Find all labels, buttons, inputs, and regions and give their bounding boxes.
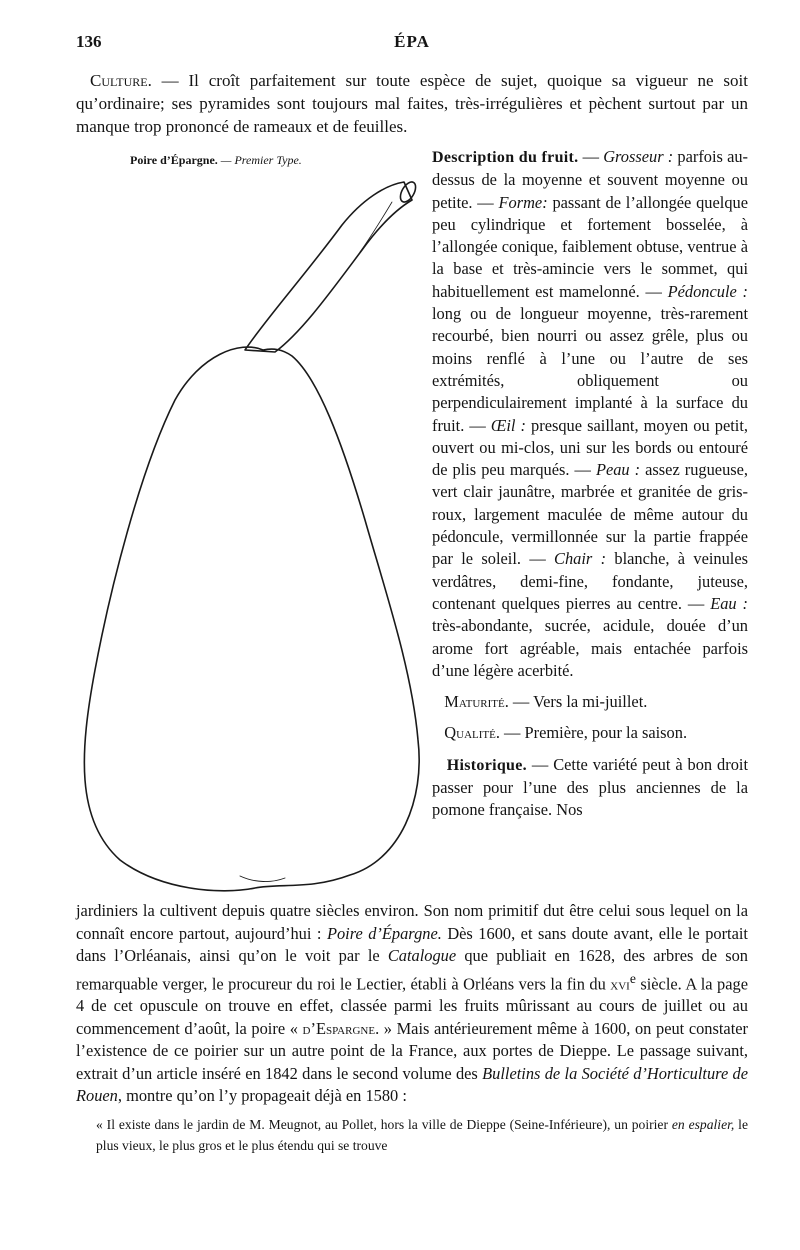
figure-caption xyxy=(130,153,302,168)
qualite-label: Qualité. xyxy=(444,723,500,743)
pear-outline xyxy=(84,347,419,891)
catalogue-title: Catalogue xyxy=(387,946,457,965)
culture-text: — Il croît parfaitement sur toute espèce de sujet, quoique sa vigueur ne soit qu’ordinaire; ses pyramides sont toujours mal faites, très-irrégulières et pèchent surtout par un manque trop prononcé de rameaux et de feuilles. xyxy=(76,71,748,136)
label-chair: Chair : xyxy=(554,549,607,569)
century: xvi xyxy=(610,973,630,993)
page-number: 136 xyxy=(76,32,102,51)
maturite-label: Maturité. xyxy=(444,692,509,712)
description-paragraph: Description du fruit. — Grosseur : parfois au-dessus de la moyenne et souvent moyenne ou petite. — Forme: passant de l’allongée quelque peu cylindrique et fortement bosselée, à l’allongée conique, faiblement obtuse, ventrue à la base et très-amincie vers le sommet, qui habituellement est mamelonné. — Pédoncule : long ou de longueur moyenne, très-rarement recourbé, bien nourri ou assez grêle, plus ou moins renflé à l’une ou l’autre de ses extrémités, obliquement ou perpendiculairement implanté à la surface du fruit. — Œil : presque saillant, moyen ou petit, ouvert ou mi-clos, uni sur les bords ou entouré de plis peu marqués. — Peau : assez rugueuse, vert clair jaunâtre, marbrée et granitée de gris-roux, largement maculée de même autour du pédoncule, vermillonnée sur la partie frappée par le soleil. — Chair : blanche, à veinules verdâtres, demi-fine, fondante, juteuse, contenant quelques pierres au centre. — Eau : très-abondante, sucrée, acidule, douée d’un arome fort agréable, mais entachée parfois d’une légère acerbité. xyxy=(432,147,749,680)
quote-paragraph: « Il existe dans le jardin de M. Meugnot, au Pollet, hors la ville de Dieppe (Seine-Inférieure), un poirier en espalier, le plus vieux, le plus gros et le plus étendu qui se trouve xyxy=(96,1116,748,1153)
description-column xyxy=(432,146,748,822)
qualite-line: Qualité. — Première, pour la saison. xyxy=(444,723,688,743)
poire-epargne-name: Poire d’Épargne. xyxy=(326,923,442,943)
historique-heading: Historique. xyxy=(446,756,527,774)
culture-label: Culture. xyxy=(90,71,152,90)
maturite-line: Maturité. — Vers la mi-juillet. xyxy=(444,692,648,712)
historique-paragraph: jardiniers la cultivent depuis quatre siècles environ. Son nom primitif dut être celui sous lequel on la connaît encore partout, aujourd’hui : Poire d’Épargne. Dès 1600, et sans doute avant, elle le portait dans l’Orléanais, ainsi qu’on le voit par le Catalogue que publiait en 1628, des arbres de son remarquable verger, le procureur du roi le Lectier, établi à Orléans vers la fin du xvi$^e$ siècle. A la page 4 de cet opuscule on trouve en effet, classée parmi les fruits mûrissant au cours de juillet ou au commencement d’août, la poire « d’Espargne. » Mais antérieurement même à 1600, on peut constater l’existence de ce poirier sur un autre point de la France, aux portes de Dieppe. Le passage suivant, extrait d’un article inséré en 1842 dans le second volume des Bulletins de la Société d’Horticulture de Rouen, montre qu’on l’y propageait déjà en 1580 : « Il existe dans le jardin de M. Meugnot, au Pollet, hors la ville de Dieppe (Seine-Inférieure), un poirier en espalier, le plus vieux, le plus gros et le plus étendu qui se trouve xyxy=(76,900,748,1156)
label-forme: Forme: xyxy=(498,192,548,212)
culture-paragraph xyxy=(76,69,748,138)
pear-stalk xyxy=(245,182,412,352)
label-oeil: Œil : xyxy=(490,415,526,435)
running-head: ÉPA xyxy=(394,32,430,51)
label-grosseur: Grosseur : xyxy=(603,147,674,166)
quote-italic: en espalier, xyxy=(671,1116,735,1132)
description-heading: Description du fruit. xyxy=(432,149,579,166)
label-peau: Peau : xyxy=(595,460,641,480)
espargne-name: d’Espargne xyxy=(302,1018,376,1038)
pear-illustration xyxy=(80,170,430,900)
historique-intro: Historique. — Cette variété peut à bon droit passer pour l’une des plus anciennes de la pomone française. Nos xyxy=(432,754,748,820)
page-header xyxy=(76,32,748,56)
bulletins-title: Bulletins de la Société d’Horticulture de Rouen xyxy=(76,1063,749,1106)
label-eau: Eau : xyxy=(710,593,748,613)
figure-caption-name: Poire d’Épargne. xyxy=(130,153,218,167)
figure-caption-type: — Premier Type. xyxy=(217,153,302,167)
label-pedoncule: Pédoncule : xyxy=(667,281,748,301)
